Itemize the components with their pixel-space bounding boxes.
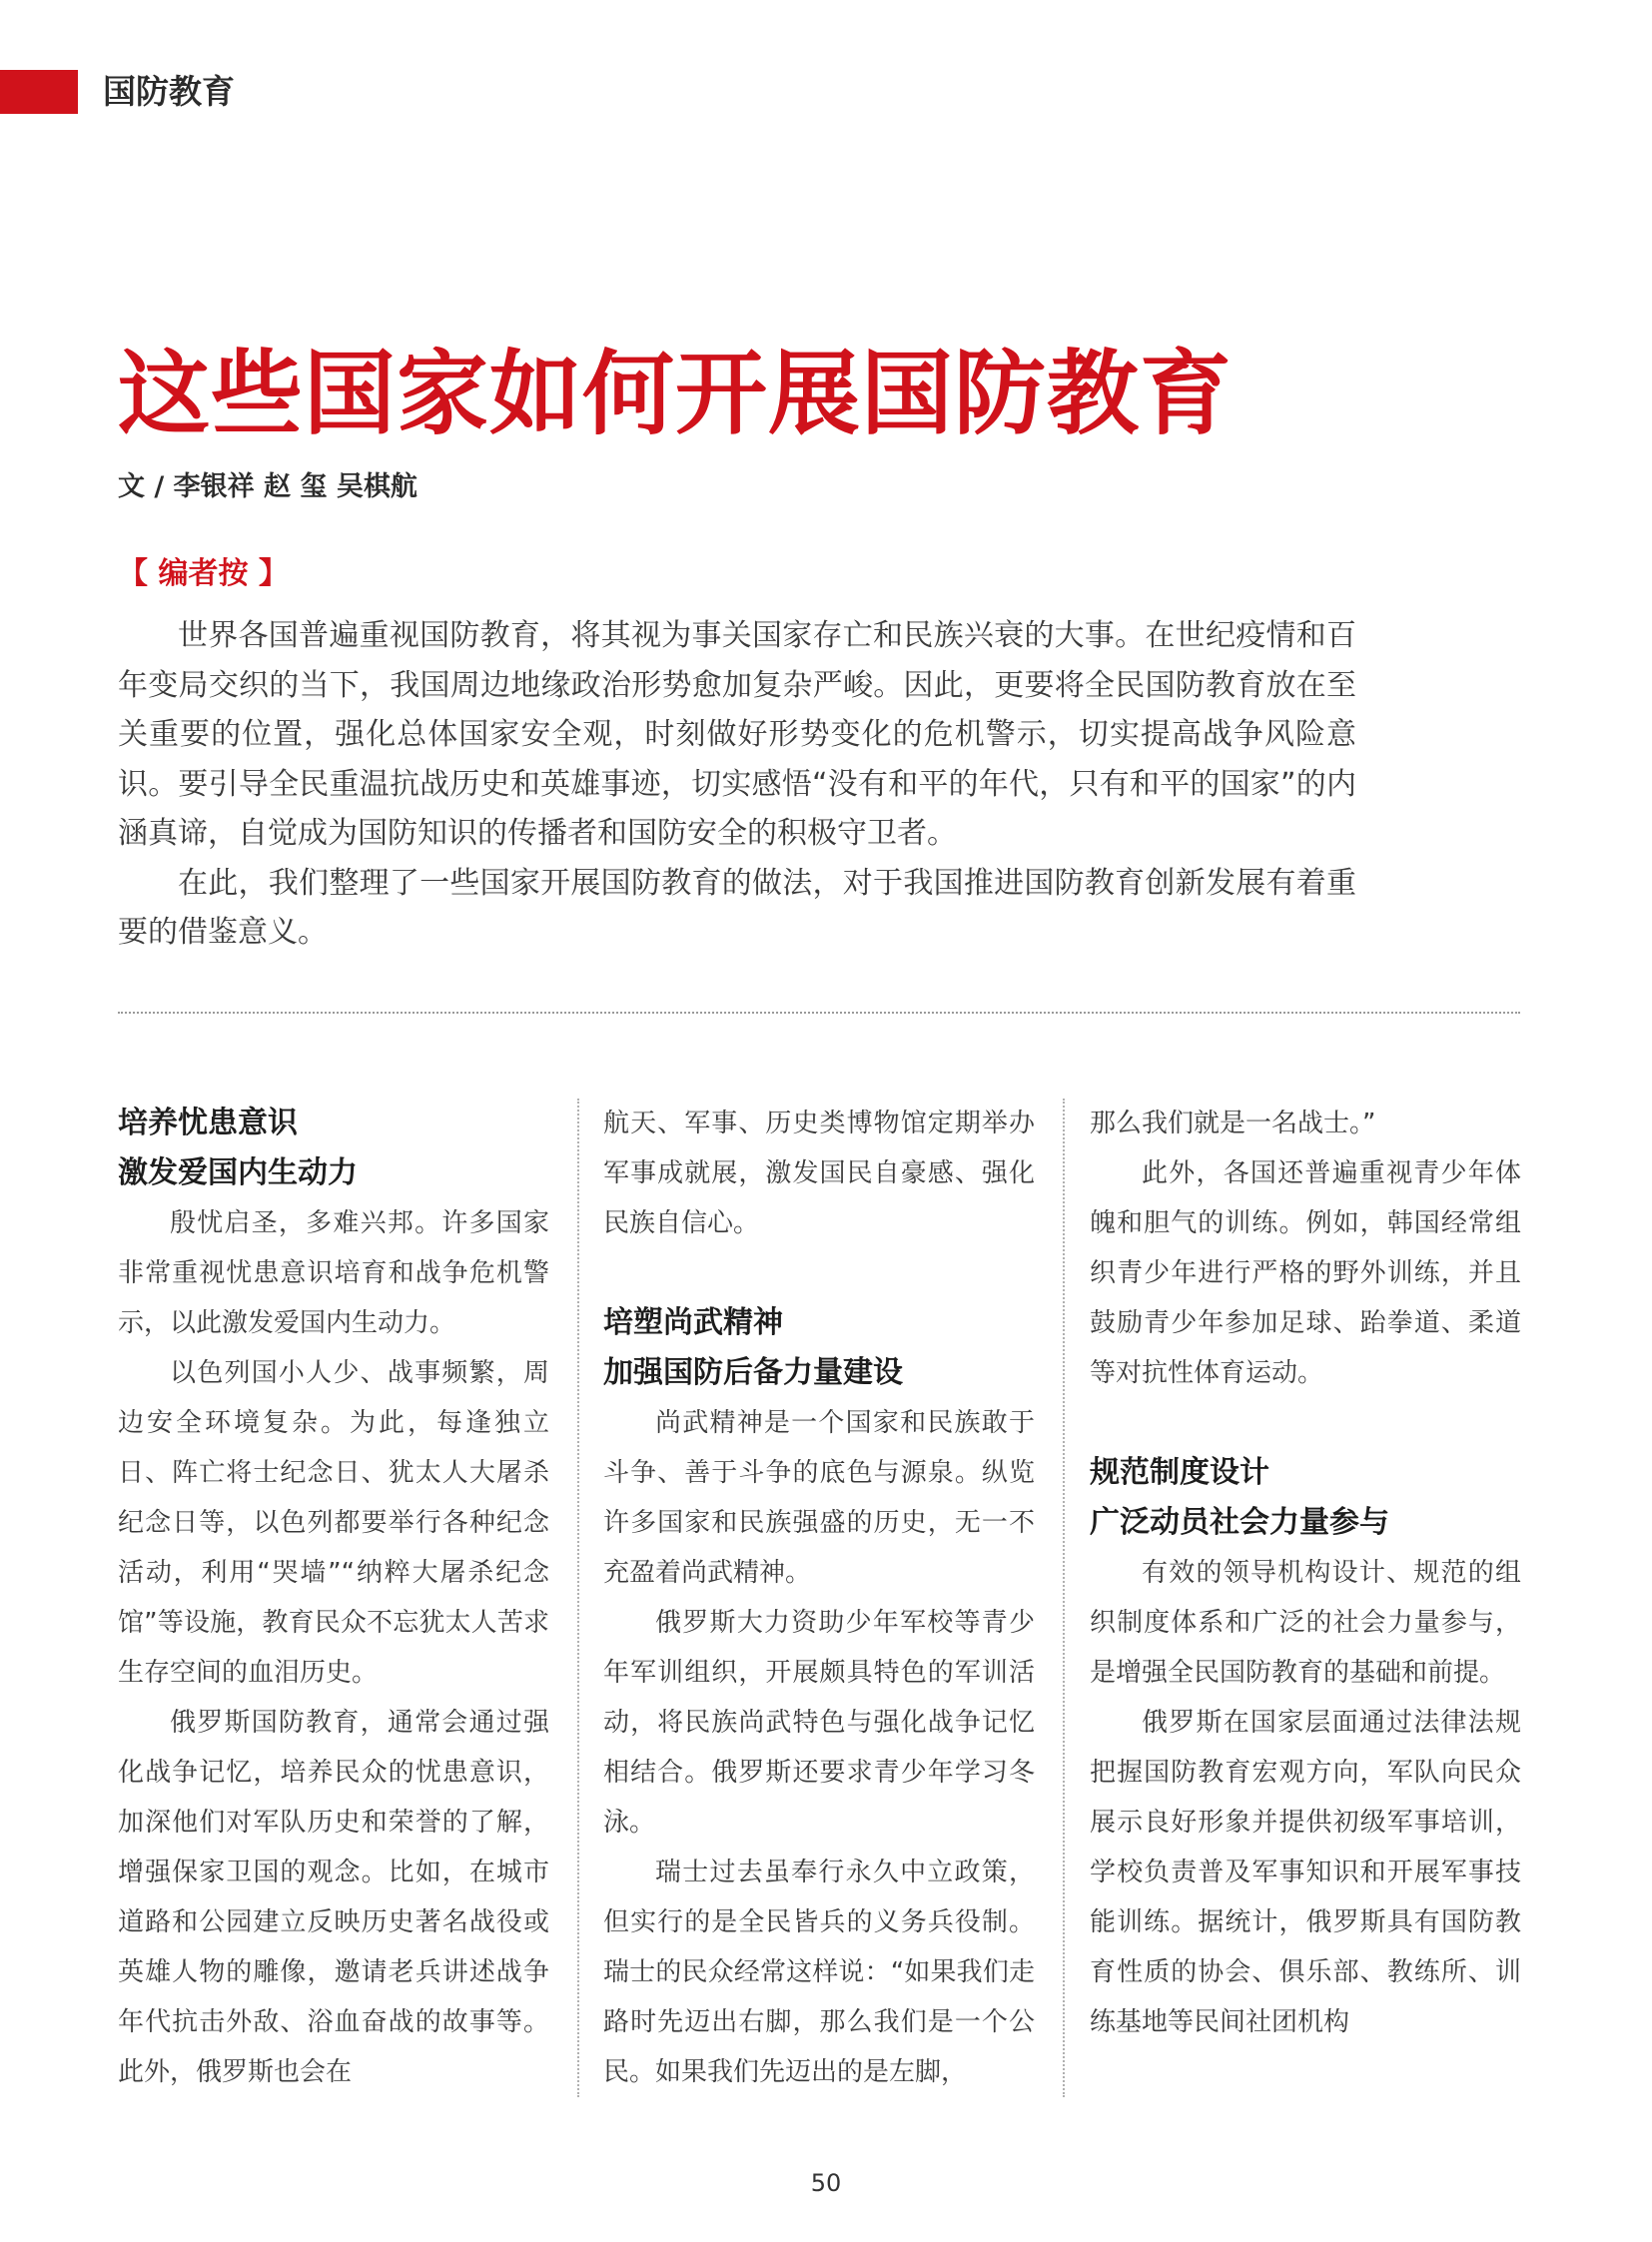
column-3 — [1090, 1099, 1521, 2047]
body-paragraph: 俄罗斯国防教育，通常会通过强化战争记忆，培养民众的忧患意识，加深他们对军队历史和荣誉的了解，增强保家卫国的观念。比如，在城市道路和公园建立反映历史著名战役或英雄人物的雕像，邀请老兵讲述战争年代抗击外敌、浴血奋战的故事等。此外，俄罗斯也会在 — [118, 1708, 549, 2087]
editor-note-heading: 【 编者按 】 — [118, 556, 289, 591]
column-rule — [577, 1099, 579, 2097]
section-3-heading-line-2: 广泛动员社会力量参与 — [1090, 1505, 1389, 1540]
body-paragraph-continued: 航天、军事、历史类博物馆定期举办军事成就展，激发国民自豪感、强化民族自信心。 — [603, 1109, 1035, 1238]
column-1 — [118, 1099, 549, 2097]
editor-note-paragraph: 世界各国普遍重视国防教育，将其视为事关国家存亡和民族兴衰的大事。在世纪疫情和百年变局交织的当下，我国周边地缘政治形势愈加复杂严峻。因此，更要将全民国防教育放在至关重要的位置，强化总体国家安全观，时刻做好形势变化的危机警示，切实提高战争风险意识。要引导全民重温抗战历史和英雄事迹，切实感悟“没有和平的年代，只有和平的国家”的内涵真谛，自觉成为国防知识的传播者和国防安全的积极守卫者。 — [118, 618, 1356, 851]
body-paragraph: 殷忧启圣，多难兴邦。许多国家非常重视忧患意识培育和战争危机警示，以此激发爱国内生动力。 — [118, 1208, 549, 1338]
dotted-divider — [118, 1012, 1520, 1014]
body-paragraph-continued: 那么我们就是一名战士。” — [1090, 1109, 1376, 1138]
body-paragraph: 尚武精神是一个国家和民族敢于斗争、善于斗争的底色与源泉。纵览许多国家和民族强盛的历史，无一不充盈着尚武精神。 — [603, 1408, 1035, 1588]
section-1-heading-line-1: 培养忧患意识 — [118, 1106, 298, 1140]
editor-note — [118, 611, 1356, 958]
section-label: 国防教育 — [103, 72, 235, 111]
column-2 — [603, 1099, 1035, 2097]
section-2-heading-line-1: 培塑尚武精神 — [603, 1305, 783, 1340]
section-color-bar — [0, 70, 78, 114]
section-2-heading-line-2: 加强国防后备力量建设 — [603, 1355, 903, 1390]
article-title: 这些国家如何开展国防教育 — [118, 341, 1234, 447]
editor-note-paragraph: 在此，我们整理了一些国家开展国防教育的做法，对于我国推进国防教育创新发展有着重要的借鉴意义。 — [118, 865, 1356, 950]
body-paragraph: 此外，各国还普遍重视青少年体魄和胆气的训练。例如，韩国经常组织青少年进行严格的野外训练，并且鼓励青少年参加足球、跆拳道、柔道等对抗性体育运动。 — [1090, 1158, 1521, 1388]
byline: 文 / 李银祥 赵 玺 吴棋航 — [118, 471, 417, 502]
body-paragraph: 以色列国小人少、战事频繁，周边安全环境复杂。为此，每逢独立日、阵亡将士纪念日、犹太人大屠杀纪念日等，以色列都要举行各种纪念活动，利用“哭墙”“纳粹大屠杀纪念馆”等设施，教育民众不忘犹太人苦求生存空间的血泪历史。 — [118, 1358, 549, 1688]
section-1-heading-line-2: 激发爱国内生动力 — [118, 1155, 358, 1190]
section-3-heading-line-1: 规范制度设计 — [1090, 1455, 1269, 1490]
page-number: 50 — [810, 2169, 842, 2197]
column-rule — [1063, 1099, 1065, 2097]
body-paragraph: 瑞士过去虽奉行永久中立政策，但实行的是全民皆兵的义务兵役制。瑞士的民众经常这样说：“如果我们走路时先迈出右脚，那么我们是一个公民。如果我们先迈出的是左脚， — [603, 1858, 1035, 2087]
body-paragraph: 俄罗斯在国家层面通过法律法规把握国防教育宏观方向，军队向民众展示良好形象并提供初级军事培训，学校负责普及军事知识和开展军事技能训练。据统计，俄罗斯具有国防教育性质的协会、俱乐部、教练所、训练基地等民间社团机构 — [1090, 1708, 1521, 2037]
body-paragraph: 俄罗斯大力资助少年军校等青少年军训组织，开展颇具特色的军训活动，将民族尚武特色与强化战争记忆相结合。俄罗斯还要求青少年学习冬泳。 — [603, 1608, 1035, 1838]
body-paragraph: 有效的领导机构设计、规范的组织制度体系和广泛的社会力量参与，是增强全民国防教育的基础和前提。 — [1090, 1558, 1521, 1688]
